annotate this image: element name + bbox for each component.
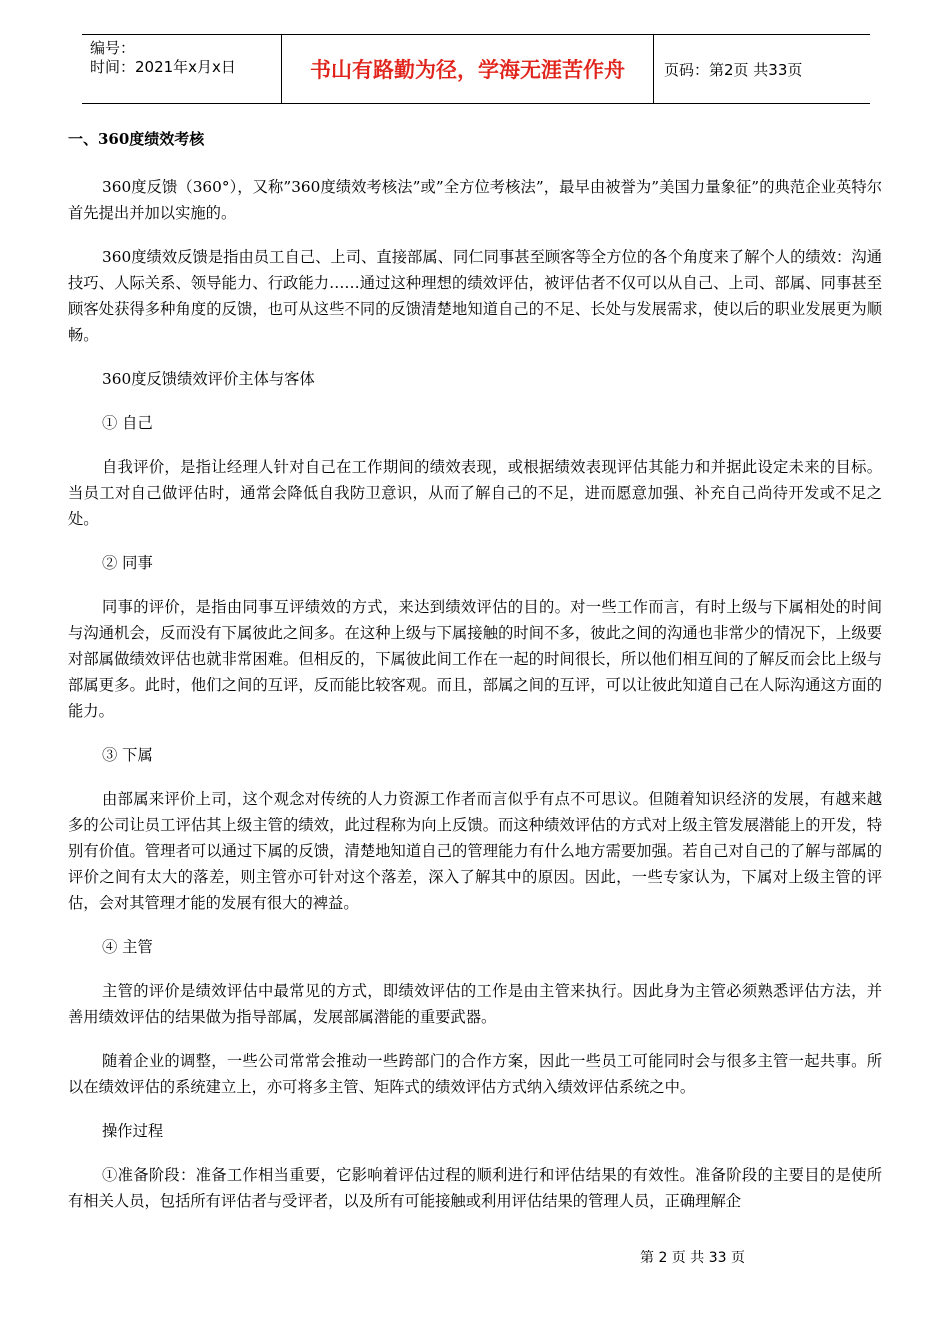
section-title: 一、360度绩效考核 xyxy=(68,130,205,148)
subheading-colleague: ② 同事 xyxy=(102,554,153,572)
paragraph: 由部属来评价上司，这个观念对传统的人力资源工作者而言似乎有点不可思议。但随着知识经济的发展，有越来越多的公司让员工评估其上级主管的绩效，此过程称为向上反馈。而这种绩效评估的方式对上级主管发展潜能上的开发，特别有价值。管理者可以通过下属的反馈，清楚地知道自己的管理能力有什么地方需要加强。若自己对自己的了解与部属的评价之间有太大的落差，则主管亦可针对这个落差，深入了解其中的原因。因此，一些专家认为，下属对上级主管的评估，会对其管理才能的发展有很大的裨益。 xyxy=(68,790,882,912)
header-page-info: 页码：第2页 共33页 xyxy=(664,60,803,79)
subheading-process: 操作过程 xyxy=(102,1122,164,1140)
subheading-subordinate: ③ 下属 xyxy=(102,746,153,764)
subheading-self: ① 自己 xyxy=(102,414,153,432)
page-footer: 第 2 页 共 33 页 xyxy=(640,1250,745,1266)
paragraph: 同事的评价，是指由同事互评绩效的方式，来达到绩效评估的目的。对一些工作而言，有时上级与下属相处的时间与沟通机会，反而没有下属彼此之间多。在这种上级与下属接触的时间不多，彼此之间的沟通也非常少的情况下，上级要对部属做绩效评估也就非常困难。但相反的，下属彼此间工作在一起的时间很长，所以他们相互间的了解反而会比上级与部属更多。此时，他们之间的互评，反而能比较客观。而且，部属之间的互评，可以让彼此知道自己在人际沟通这方面的能力。 xyxy=(68,598,882,720)
paragraph: 360度反馈（360°），又称”360度绩效考核法”或”全方位考核法”，最早由被誉为”美国力量象征”的典范企业英特尔首先提出并加以实施的。 xyxy=(68,178,882,222)
paragraph: 自我评价，是指让经理人针对自己在工作期间的绩效表现，或根据绩效表现评估其能力和并据此设定未来的目标。当员工对自己做评估时，通常会降低自我防卫意识，从而了解自己的不足，进而愿意加强、补充自己尚待开发或不足之处。 xyxy=(68,458,882,528)
paragraph: 随着企业的调整，一些公司常常会推动一些跨部门的合作方案，因此一些员工可能同时会与很多主管一起共事。所以在绩效评估的系统建立上，亦可将多主管、矩阵式的绩效评估方式纳入绩效评估系统之中。 xyxy=(68,1052,882,1096)
document-body xyxy=(68,128,882,1232)
header-motto: 书山有路勤为径，学海无涯苦作舟 xyxy=(281,35,654,103)
paragraph: 360度绩效反馈是指由员工自己、上司、直接部属、同仁同事甚至顾客等全方位的各个角度来了解个人的绩效：沟通技巧、人际关系、领导能力、行政能力……通过这种理想的绩效评估，被评估者不仅可以从自己、上司、部属、同事甚至顾客处获得多种角度的反馈，也可从这些不同的反馈清楚地知道自己的不足、长处与发展需求，使以后的职业发展更为顺畅。 xyxy=(68,248,882,344)
subheading-supervisor: ④ 主管 xyxy=(102,938,153,956)
page-header xyxy=(82,34,870,104)
subheading: 360度反馈绩效评价主体与客体 xyxy=(102,370,315,388)
paragraph: 主管的评价是绩效评估中最常见的方式，即绩效评估的工作是由主管来执行。因此身为主管必须熟悉评估方法，并善用绩效评估的结果做为指导部属，发展部属潜能的重要武器。 xyxy=(68,982,882,1026)
header-left-cell xyxy=(82,35,281,103)
paragraph: ①准备阶段：准备工作相当重要，它影响着评估过程的顺利进行和评估结果的有效性。准备阶段的主要目的是使所有相关人员，包括所有评估者与受评者，以及所有可能接触或利用评估结果的管理人员，正确理解企 xyxy=(68,1166,882,1210)
number-label: 编号： xyxy=(90,39,136,57)
time-label: 时间：2021年x月x日 xyxy=(90,58,236,76)
